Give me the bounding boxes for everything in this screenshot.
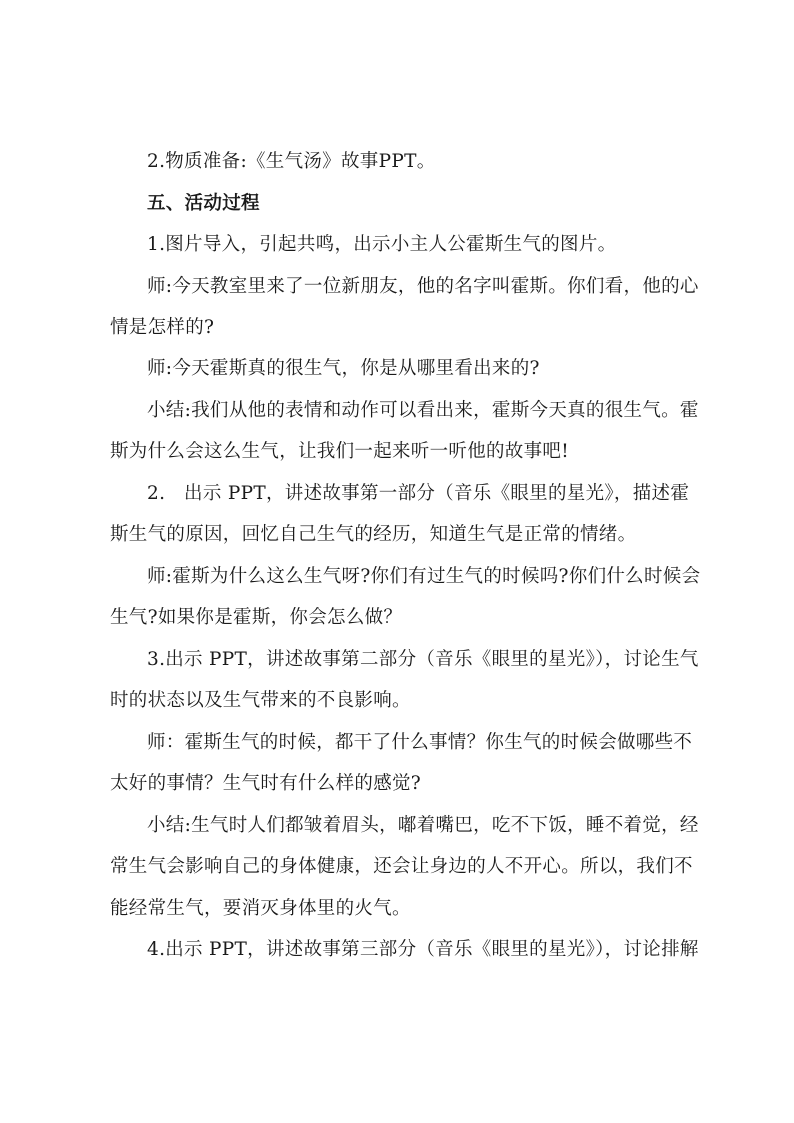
paragraph-line: 太好的事情？生气时有什么样的感觉?: [110, 773, 422, 794]
paragraph-line: 生气?如果你是霍斯，你会怎么做？: [110, 607, 403, 628]
summary-line: 斯为什么会这么生气，让我们一起来听一听他的故事吧!: [110, 441, 569, 462]
step-1-line: 1.图片导入，引起共鸣，出示小主人公霍斯生气的图片。: [147, 234, 617, 255]
paragraph-line: 情是怎样的?: [110, 317, 215, 338]
paragraph-line: 师:今天教室里来了一位新朋友，他的名字叫霍斯。你们看，他的心: [147, 276, 699, 297]
paragraph-line: 师：霍斯生气的时候，都干了什么事情？你生气的时候会做哪些不: [147, 732, 693, 753]
summary-line: 小结:生气时人们都皱着眉头，嘟着嘴巴，吃不下饭，睡不着觉，经: [147, 815, 699, 836]
summary-line: 小结:我们从他的表情和动作可以看出来，霍斯今天真的很生气。霍: [147, 400, 699, 421]
materials-line: 2.物质准备:《生气汤》故事PPT。: [147, 151, 436, 172]
section-heading: 五、活动过程: [147, 193, 260, 214]
paragraph-line: 师:霍斯为什么这么生气呀?你们有过生气的时候吗?你们什么时候会: [147, 566, 701, 587]
summary-line: 常生气会影响自己的身体健康，还会让身边的人不开心。所以，我们不: [110, 856, 693, 877]
step-2-line: 斯生气的原因，回忆自己生气的经历，知道生气是正常的情绪。: [110, 524, 637, 545]
step-4-line: 4.出示 PPT，讲述故事第三部分（音乐《眼里的星光》），讨论排解: [147, 939, 699, 960]
summary-line: 能经常生气，要消灭身体里的火气。: [110, 898, 411, 919]
step-3-line: 时的状态以及生气带来的不良影响。: [110, 690, 411, 711]
step-3-line: 3.出示 PPT，讲述故事第二部分（音乐《眼里的星光》），讨论生气: [147, 649, 699, 670]
paragraph-line: 师:今天霍斯真的很生气，你是从哪里看出来的?: [147, 358, 540, 379]
step-2-line: 2. 出示 PPT，讲述故事第一部分（音乐《眼里的星光》，描述霍: [147, 483, 690, 504]
